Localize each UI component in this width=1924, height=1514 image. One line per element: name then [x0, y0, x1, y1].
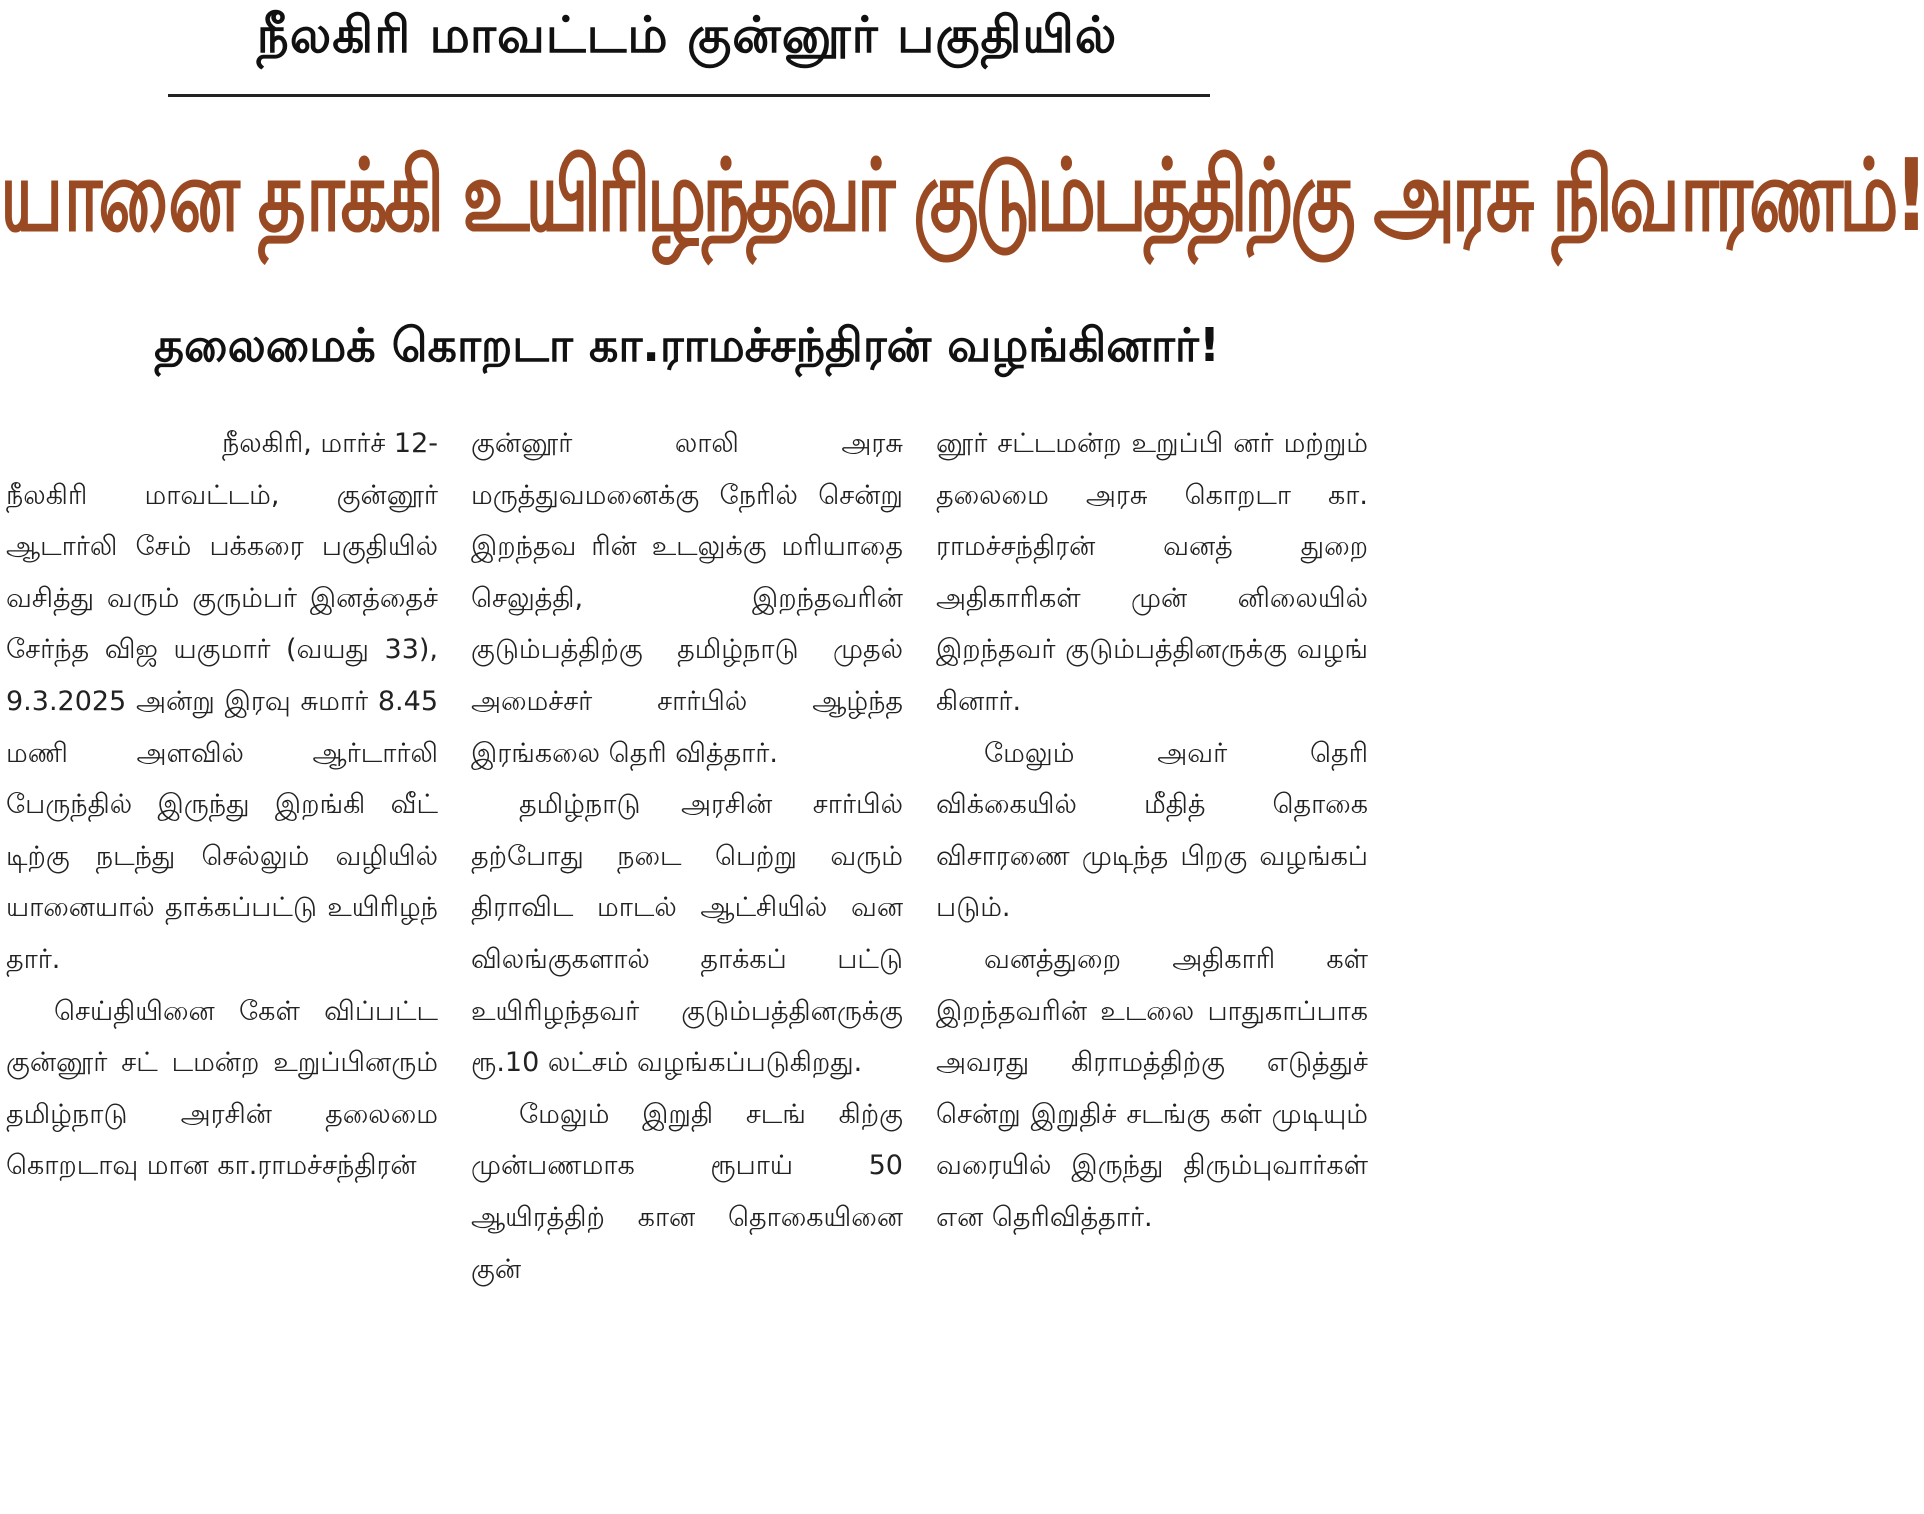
headline: யானை தாக்கி உயிரிழந்தவர் குடும்பத்திற்கு அரசு நிவாரணம்!	[0, 138, 1924, 255]
paragraph: வனத்துறை அதிகாரி கள் இறந்தவரின் உடலை பாதுகாப்பாக அவரது கிராமத்திற்கு எடுத்துச் சென்று இறுதிச் சடங்கு கள் முடியும் வரையில் இருந்து திரும்புவார்கள் என தெரிவித்தார்.	[936, 943, 1368, 1233]
paragraph: நீலகிரி மாவட்டம், குன்னூர் ஆடார்லி சேம் பக்கரை பகுதியில் வசித்து வரும் குரும்பர் இனத்தைச் சேர்ந்த விஜ யகுமார் (வயது 33), 9.3.2025 அன்று இரவு சுமார் 8.45 மணி அளவில் ஆர்டார்லி பேருந்தில் இருந்து இறங்கி வீட் டிற்கு நடந்து செல்லும் வழியில் யானையால் தாக்கப்பட்டு உயிரிழந் தார்.	[6, 479, 438, 975]
dateline: நீலகிரி, மார்ச் 12-	[222, 428, 438, 459]
paragraph: மேலும் இறுதி சடங் கிற்கு முன்பணமாக ரூபாய் 50 ஆயிரத்திற் கான தொகையினை குன்	[471, 1098, 903, 1285]
paragraph: செய்தியினை கேள் விப்பட்ட குன்னூர் சட் டமன்ற உறுப்பினரும் தமிழ்நாடு அரசின் தலைமை கொறடாவு மான கா.ராமச்சந்திரன்	[6, 995, 438, 1182]
paragraph: னூர் சட்டமன்ற உறுப்பி னர் மற்றும் தலைமை அரசு கொறடா கா. ராமச்சந்திரன் வனத் துறை அதிகாரிகள் முன் னிலையில் இறந்தவர் குடும்பத்தினருக்கு வழங் கினார்.	[936, 428, 1368, 717]
paragraph: தமிழ்நாடு அரசின் சார்பில் தற்போது நடை பெற்று வரும் திராவிட மாடல் ஆட்சியில் வன விலங்குகளால் தாக்கப் பட்டு உயிரிழந்தவர் குடும்பத்தினருக்கு ரூ.10 லட்சம் வழங்கப்படுகிறது.	[471, 789, 903, 1079]
paragraph: மேலும் அவர் தெரி விக்கையில் மீதித் தொகை விசாரணை முடிந்த பிறகு வழங்கப் படும்.	[936, 737, 1368, 924]
subheadline: தலைமைக் கொறடா கா.ராமச்சந்திரன் வழங்கினார்!	[154, 318, 1220, 372]
article-body	[6, 418, 1368, 1295]
paragraph: குன்னூர் லாலி அரசு மருத்துவமனைக்கு நேரில் சென்று இறந்தவ ரின் உடலுக்கு மரியாதை செலுத்தி, இறந்தவரின் குடும்பத்திற்கு தமிழ்நாடு முதல் அமைச்சர் சார்பில் ஆழ்ந்த இரங்கலை தெரி வித்தார்.	[471, 428, 903, 769]
kicker-underline	[168, 94, 1210, 97]
article-column-2	[471, 418, 903, 1295]
article-column-3	[936, 418, 1368, 1295]
kicker-title: நீலகிரி மாவட்டம் குன்னூர் பகுதியில்	[256, 6, 1118, 64]
article-column-1	[6, 418, 438, 1295]
